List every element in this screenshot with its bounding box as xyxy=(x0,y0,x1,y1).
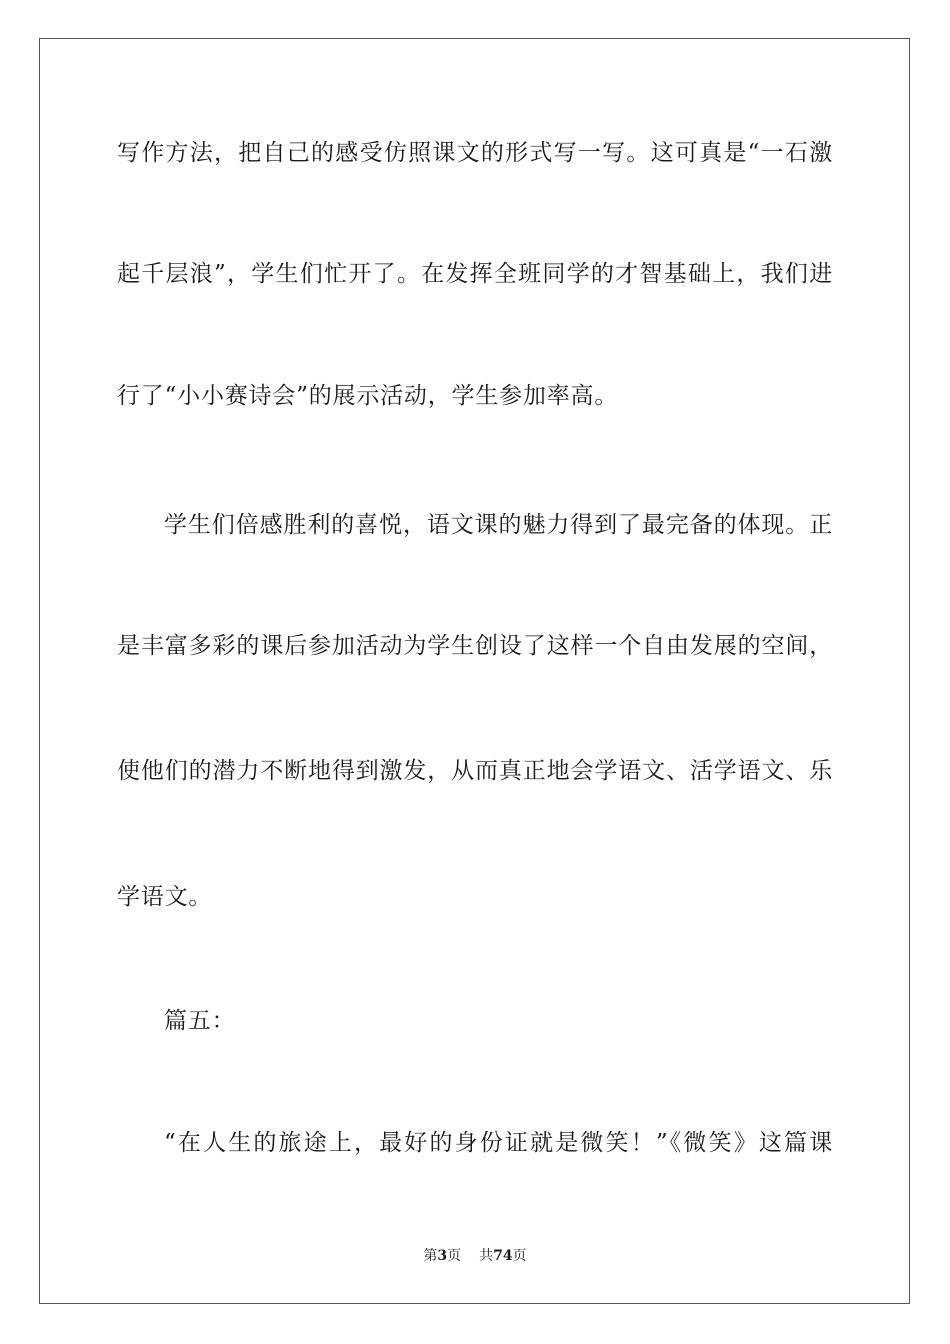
footer-page-suffix: 页 xyxy=(447,1248,462,1264)
text-line-7: 学语文。 xyxy=(117,884,213,910)
text-line-2: 起千层浪”，学生们忙开了。在发挥全班同学的才智基础上，我们进 xyxy=(117,261,833,287)
page-border xyxy=(39,38,910,1304)
footer-page-current: 3 xyxy=(437,1248,448,1264)
text-line-6: 使他们的潜力不断地得到激发，从而真正地会学语文、活学语文、乐 xyxy=(117,758,833,784)
section-heading: 篇五： xyxy=(164,1008,236,1034)
text-line-1: 写作方法，把自己的感受仿照课文的形式写一写。这可真是“一石激 xyxy=(117,140,833,166)
footer-total-prefix: 共 xyxy=(479,1248,494,1264)
footer-page-prefix: 第 xyxy=(423,1248,438,1264)
text-line-3: 行了“小小赛诗会”的展示活动，学生参加率高。 xyxy=(117,383,619,409)
text-line-4: 学生们倍感胜利的喜悦，语文课的魅力得到了最完备的体现。正 xyxy=(164,512,833,538)
text-line-5: 是丰富多彩的课后参加活动为学生创设了这样一个自由发展的空间， xyxy=(117,633,833,659)
footer-total-suffix: 页 xyxy=(512,1248,527,1264)
footer-page-total: 74 xyxy=(493,1248,513,1264)
page-footer xyxy=(0,1247,950,1265)
text-line-9: “在人生的旅途上，最好的身份证就是微笑！”《微笑》这篇课 xyxy=(164,1130,833,1156)
